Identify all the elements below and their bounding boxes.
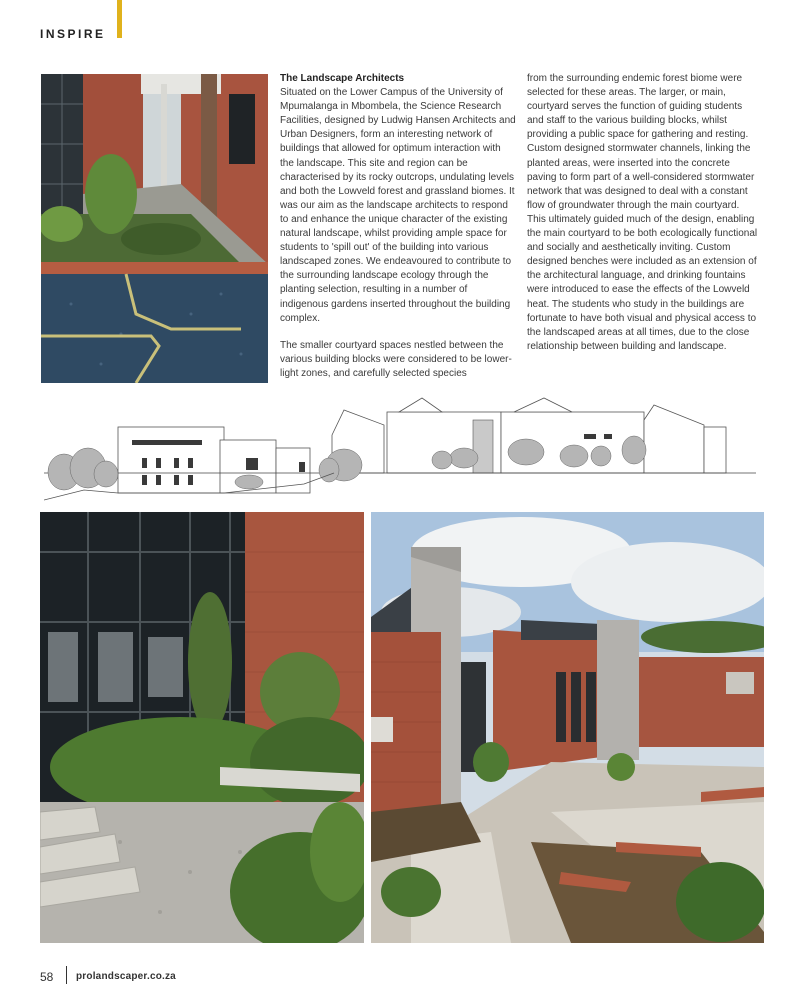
footer-divider bbox=[66, 966, 67, 984]
main-courtyard-photo bbox=[371, 512, 764, 943]
paragraph-3: from the surrounding endemic forest biome were selected for these areas. The larger, or main, courtyard serves the function of guiding students and staff to the various building blocks, whilst providing a public space for gathering and resting. Custom designed stormwater channels, linking the planted areas, were inserted into the concrete paving to form part of a well-considered stormwater network that was designed to deal with a constant flow of groundwater through the main courtyard. This ultimately guided much of the design, enabling the main courtyard to be both ecologically functional and socially and aesthetically inviting. Custom designed benches were included as an extension of the architectural language, and drinking fountains were introduced to ease the effects of the Lowveld heat. The students who study in the buildings are fortunate to have both visual and physical access to the landscaped areas at all times, due to the close relationship between building and landscape. bbox=[527, 73, 758, 352]
paragraph-2: The smaller courtyard spaces nestled between the various building blocks were considered to be lower-light zones, and carefully selected species bbox=[280, 339, 512, 379]
elevation-drawing bbox=[44, 390, 756, 502]
courtyard-photo-top bbox=[41, 74, 268, 383]
article-heading: The Landscape Architects bbox=[280, 73, 405, 84]
website-link[interactable]: prolandscaper.co.za bbox=[76, 971, 176, 982]
accent-bar bbox=[117, 0, 122, 38]
text-column-2 bbox=[527, 72, 760, 367]
paragraph-1: Situated on the Lower Campus of the University of Mpumalanga in Mbombela, the Science Research Facilities, designed by Ludwig Hansen Architects and Urban Designers, form an interesting network of buildings that allowed for optimum interaction with the landscape. This site and region can be characterised by its rocky outcrops, undulating levels and both the Lowveld forest and grassland biomes. It was our aim as the landscape architects to respond to and enhance the unique character of the existing natural landscape, whilst providing ample space for students to 'spill out' of the building into various landscaped zones. We endeavoured to contribute to the surrounding landscape ecology through the planting selection, resulting in a number of indigenous gardens inserted throughout the building complex. bbox=[280, 87, 516, 324]
text-column-1 bbox=[280, 72, 517, 394]
section-label: INSPIRE bbox=[40, 27, 106, 41]
page-number: 58 bbox=[40, 970, 54, 984]
glazed-courtyard-photo bbox=[40, 512, 364, 943]
